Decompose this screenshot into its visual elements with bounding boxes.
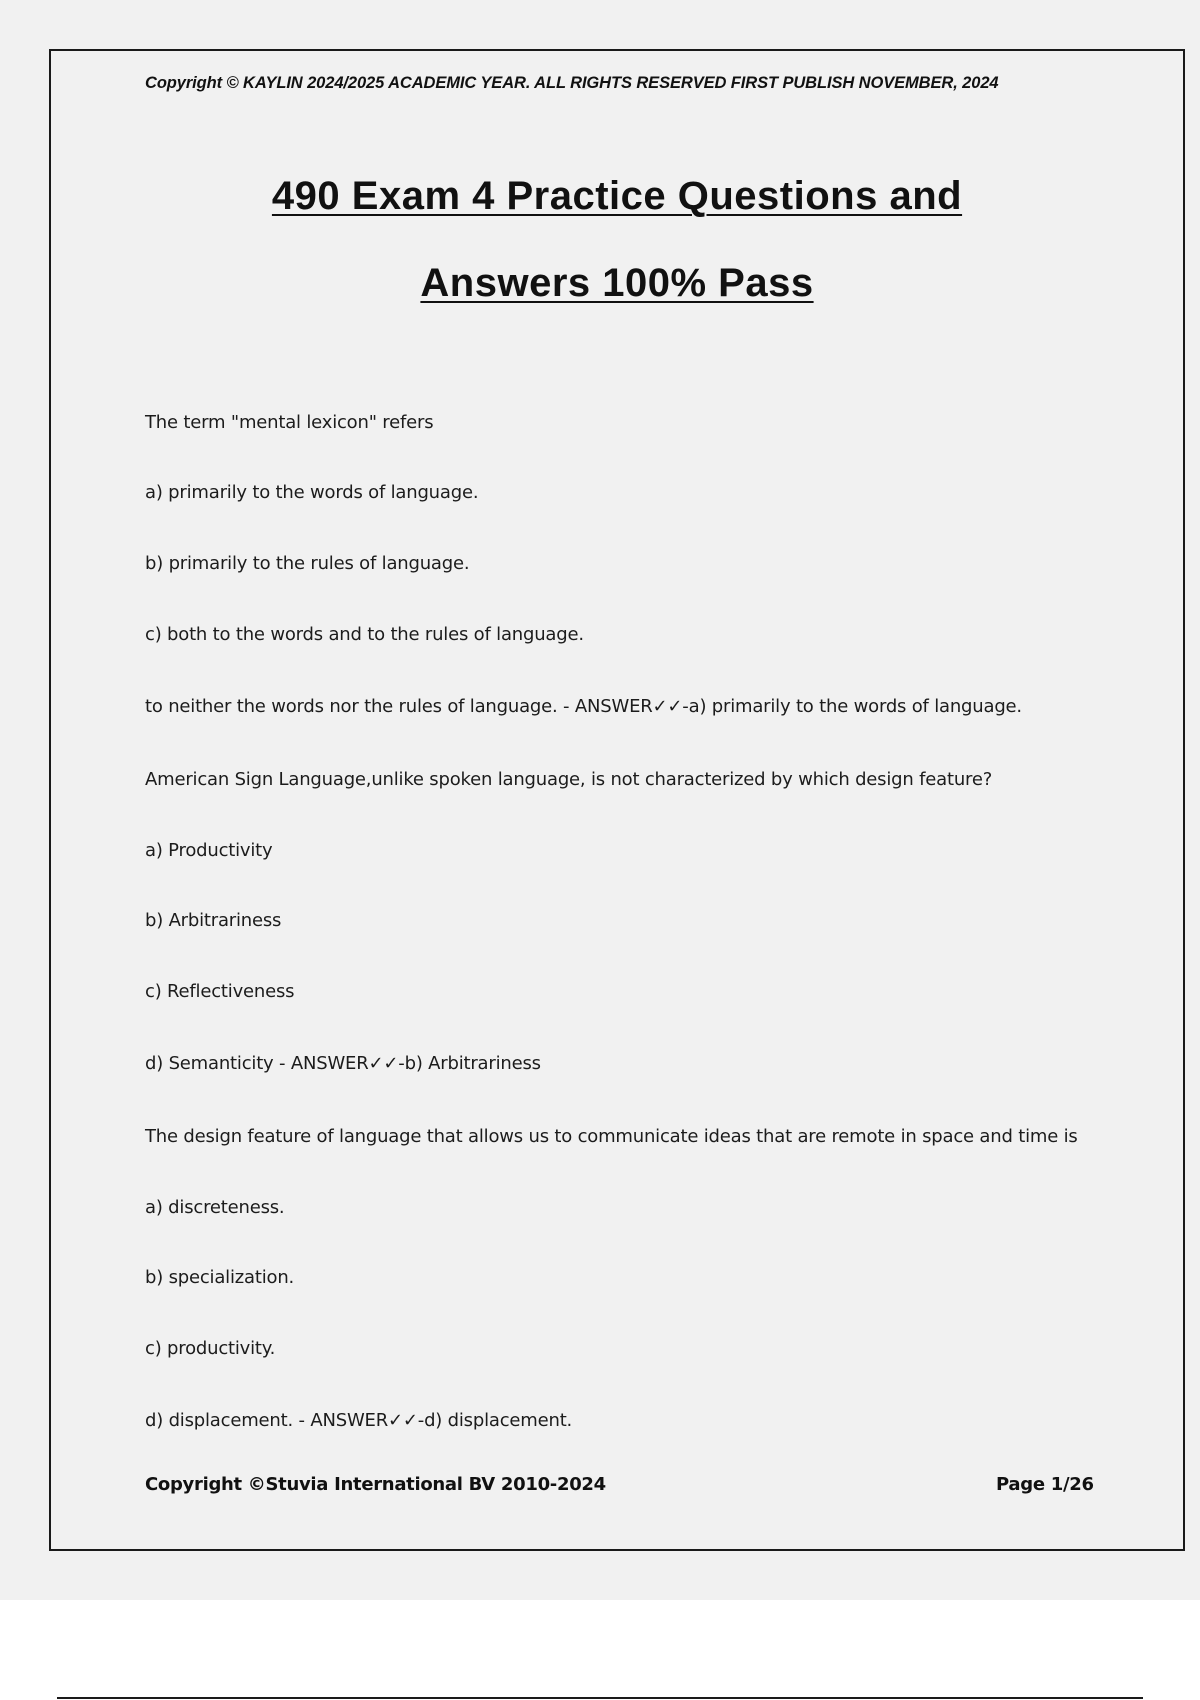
question-1-option-c: c) both to the words and to the rules of language. xyxy=(145,624,584,645)
question-2-option-c: c) Reflectiveness xyxy=(145,981,295,1002)
document-title-line-1 xyxy=(0,174,1200,219)
question-3-option-a: a) discreteness. xyxy=(145,1197,285,1218)
question-2-option-a: a) Productivity xyxy=(145,840,273,861)
title-text-1: 490 Exam 4 Practice Questions and xyxy=(271,174,963,218)
question-1-option-a: a) primarily to the words of language. xyxy=(145,482,479,503)
page-number: Page 1/26 xyxy=(996,1474,1094,1495)
question-3-option-c: c) productivity. xyxy=(145,1338,276,1359)
next-page-rule xyxy=(57,1697,1143,1699)
question-1-option-b: b) primarily to the rules of language. xyxy=(145,553,470,574)
footer-copyright: Copyright ©Stuvia International BV 2010-2024 xyxy=(145,1474,606,1495)
header-copyright: Copyright © KAYLIN 2024/2025 ACADEMIC YEAR. ALL RIGHTS RESERVED FIRST PUBLISH NOVEMBER, 2024 xyxy=(145,74,999,92)
question-2-stem: American Sign Language,unlike spoken language, is not characterized by which design feature? xyxy=(145,769,993,790)
document-title-line-2 xyxy=(0,261,1200,306)
question-1-answer: to neither the words nor the rules of language. - ANSWER✓✓-a) primarily to the words of language. xyxy=(145,696,1022,717)
question-2-option-b: b) Arbitrariness xyxy=(145,910,282,931)
title-text-2: Answers 100% Pass xyxy=(420,261,814,305)
question-1-stem: The term "mental lexicon" refers xyxy=(145,412,434,433)
question-2-answer: d) Semanticity - ANSWER✓✓-b) Arbitrariness xyxy=(145,1053,541,1074)
question-3-answer: d) displacement. - ANSWER✓✓-d) displacement. xyxy=(145,1410,573,1431)
question-3-option-b: b) specialization. xyxy=(145,1267,295,1288)
question-3-stem: The design feature of language that allows us to communicate ideas that are remote in space and time is xyxy=(145,1126,1078,1147)
